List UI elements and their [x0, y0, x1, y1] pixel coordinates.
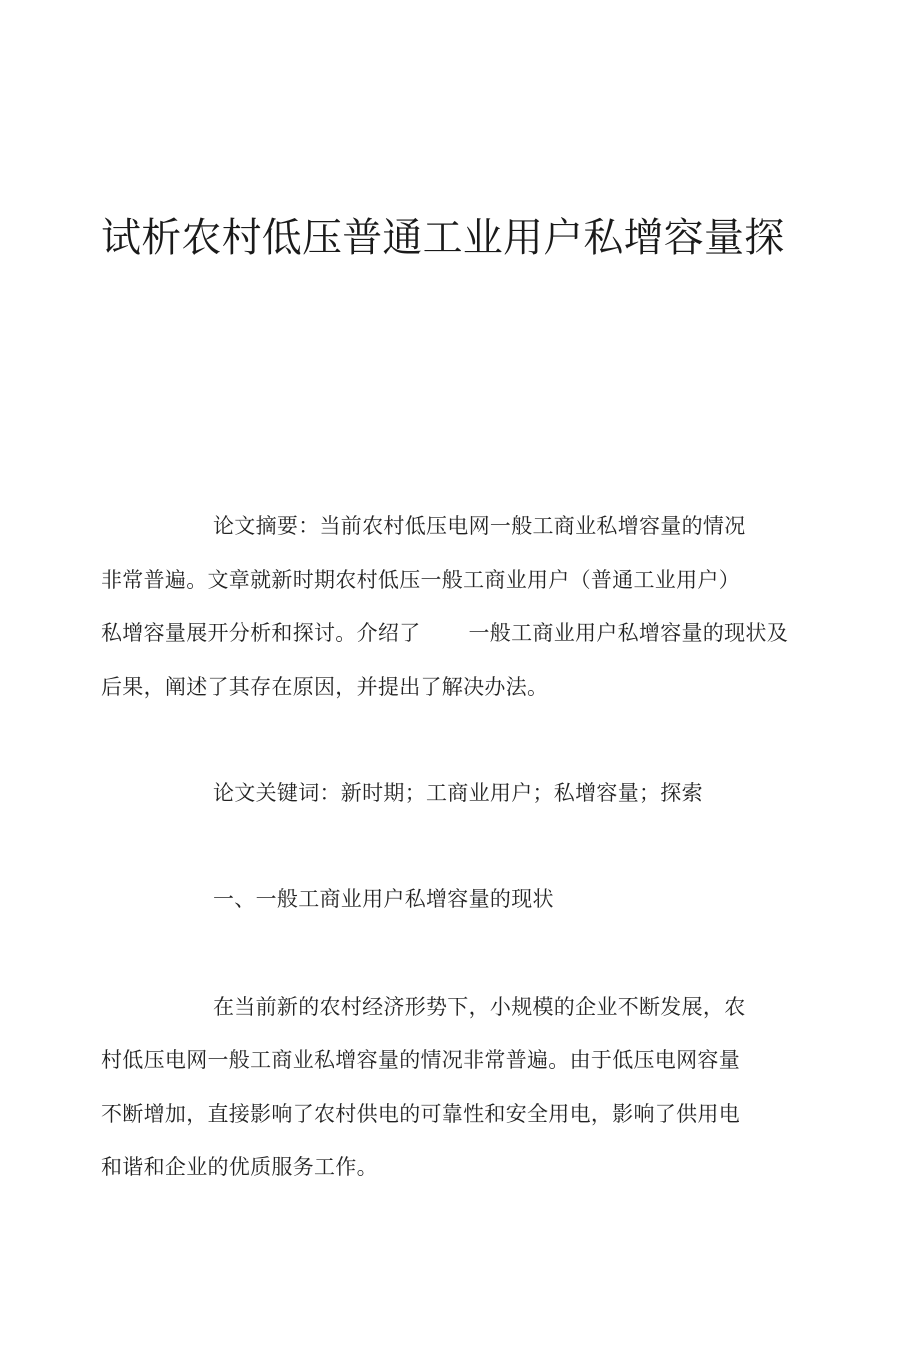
- abstract-line-3a: 私增容量展开分析和探讨。介绍了: [101, 621, 421, 645]
- abstract-line-4: 后果，阐述了其存在原因，并提出了解决办法。: [101, 675, 549, 699]
- paragraph-line-2: 村低压电网一般工商业私增容量的情况非常普遍。由于低压电网容量: [101, 1048, 740, 1072]
- section-heading: 一、一般工商业用户私增容量的现状: [213, 887, 554, 911]
- paragraph-line-1: 在当前新的农村经济形势下，小规模的企业不断发展，农: [213, 995, 746, 1019]
- abstract-line-3: [101, 618, 788, 648]
- paragraph-line-4: 和谐和企业的优质服务工作。: [101, 1155, 378, 1179]
- abstract-line-2: 非常普遍。文章就新时期农村低压一般工商业用户（普通工业用户）: [101, 568, 740, 592]
- document-title: 试析农村低压普通工业用户私增容量探: [101, 215, 785, 261]
- paragraph-line-3: 不断增加，直接影响了农村供电的可靠性和安全用电，影响了供用电: [101, 1102, 740, 1126]
- keywords-line: 论文关键词：新时期；工商业用户；私增容量；探索: [213, 781, 703, 805]
- abstract-line-1: 论文摘要：当前农村低压电网一般工商业私增容量的情况: [213, 514, 746, 538]
- abstract-line-3b: 一般工商业用户私增容量的现状及: [468, 621, 788, 645]
